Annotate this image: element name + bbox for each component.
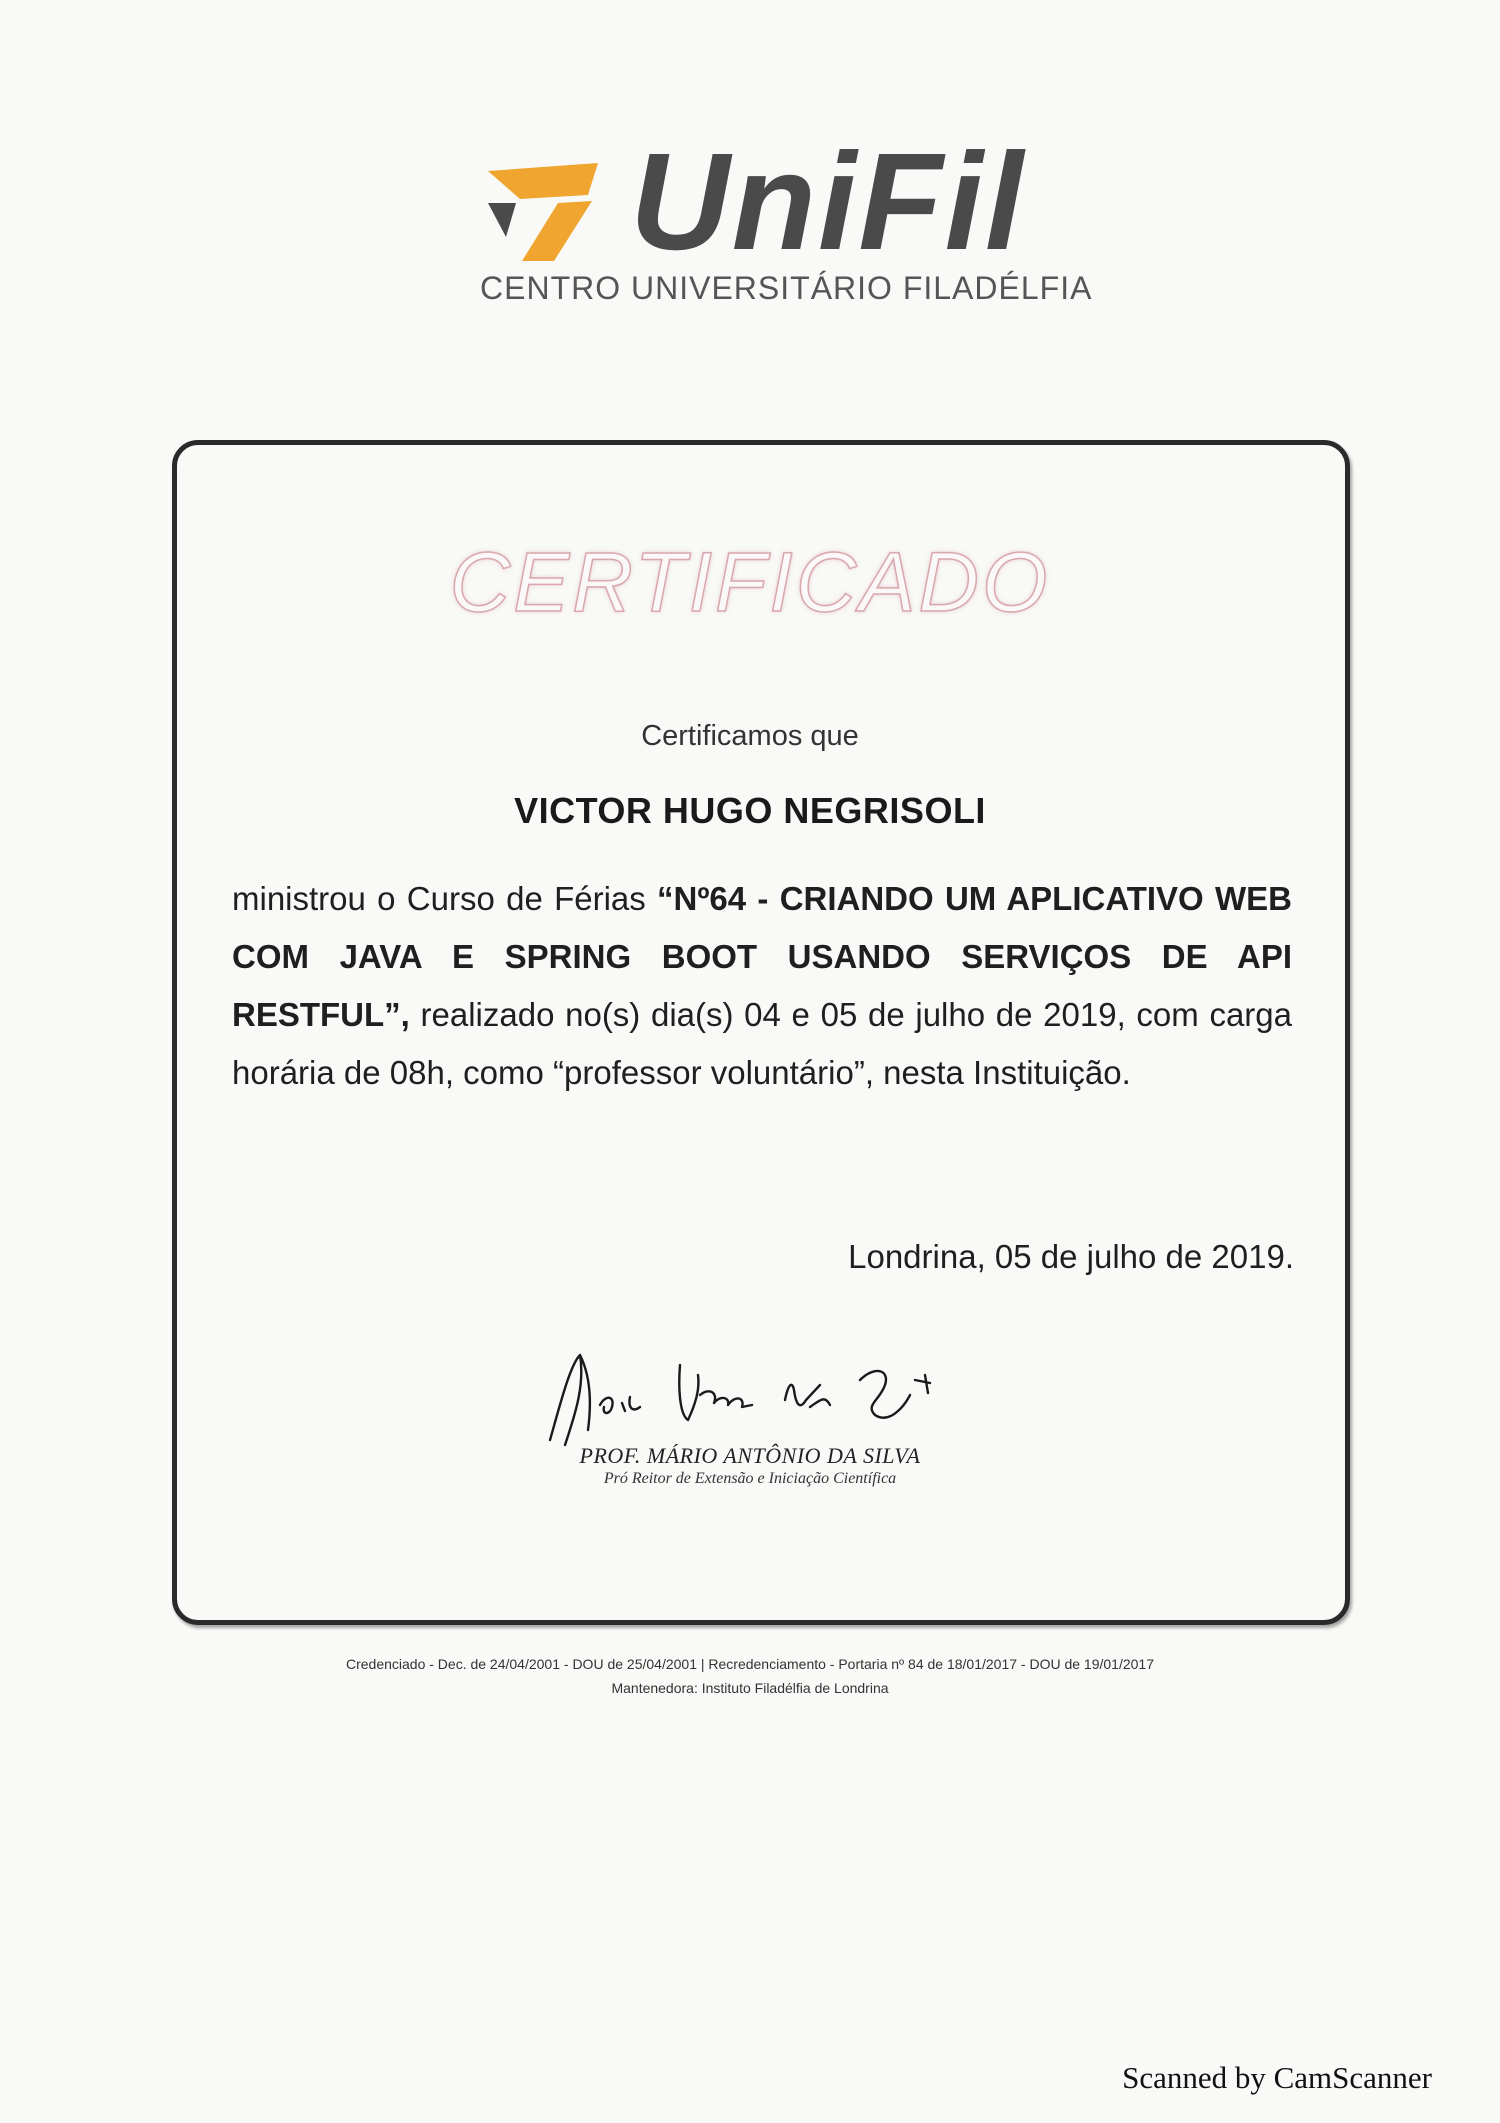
logo-wordmark: UniFil bbox=[630, 125, 1026, 279]
signatory-name: PROF. MÁRIO ANTÔNIO DA SILVA bbox=[579, 1443, 921, 1468]
camscanner-watermark: Scanned by CamScanner bbox=[1122, 2060, 1432, 2095]
place-and-date: Londrina, 05 de julho de 2019. bbox=[848, 1238, 1294, 1275]
recipient-name: VICTOR HUGO NEGRISOLI bbox=[514, 790, 986, 831]
logo-subtitle: CENTRO UNIVERSITÁRIO FILADÉLFIA bbox=[480, 270, 1093, 306]
signatory-role: Pró Reitor de Extensão e Iniciação Científica bbox=[603, 1470, 897, 1487]
handwritten-signature bbox=[530, 1345, 960, 1455]
unifil-logo bbox=[480, 125, 1093, 315]
certificate-title: CERTIFICADO bbox=[449, 535, 1051, 629]
unifil-logo-mark-icon bbox=[480, 153, 630, 263]
body-text-post: realizado no(s) dia(s) 04 e 05 de julho de 2019, com carga horária de 08h, como “professor voluntário”, nesta Instituição. bbox=[232, 996, 1292, 1091]
certificate-body bbox=[232, 870, 1292, 1102]
footer-maintainer: Mantenedora: Instituto Filadélfia de Londrina bbox=[611, 1680, 889, 1696]
certificate-intro: Certificamos que bbox=[641, 720, 859, 752]
course-title: “Nº64 - CRIANDO UM APLICATIVO WEB COM JAVA E SPRING BOOT USANDO SERVIÇOS DE API RESTFUL”, bbox=[232, 880, 1292, 1033]
body-text-pre: ministrou o Curso de Férias bbox=[232, 880, 658, 917]
footer-accreditation: Credenciado - Dec. de 24/04/2001 - DOU de 25/04/2001 | Recredenciamento - Portaria nº 84 de 18/01/2017 - DOU de 19/01/2017 bbox=[345, 1656, 1155, 1672]
